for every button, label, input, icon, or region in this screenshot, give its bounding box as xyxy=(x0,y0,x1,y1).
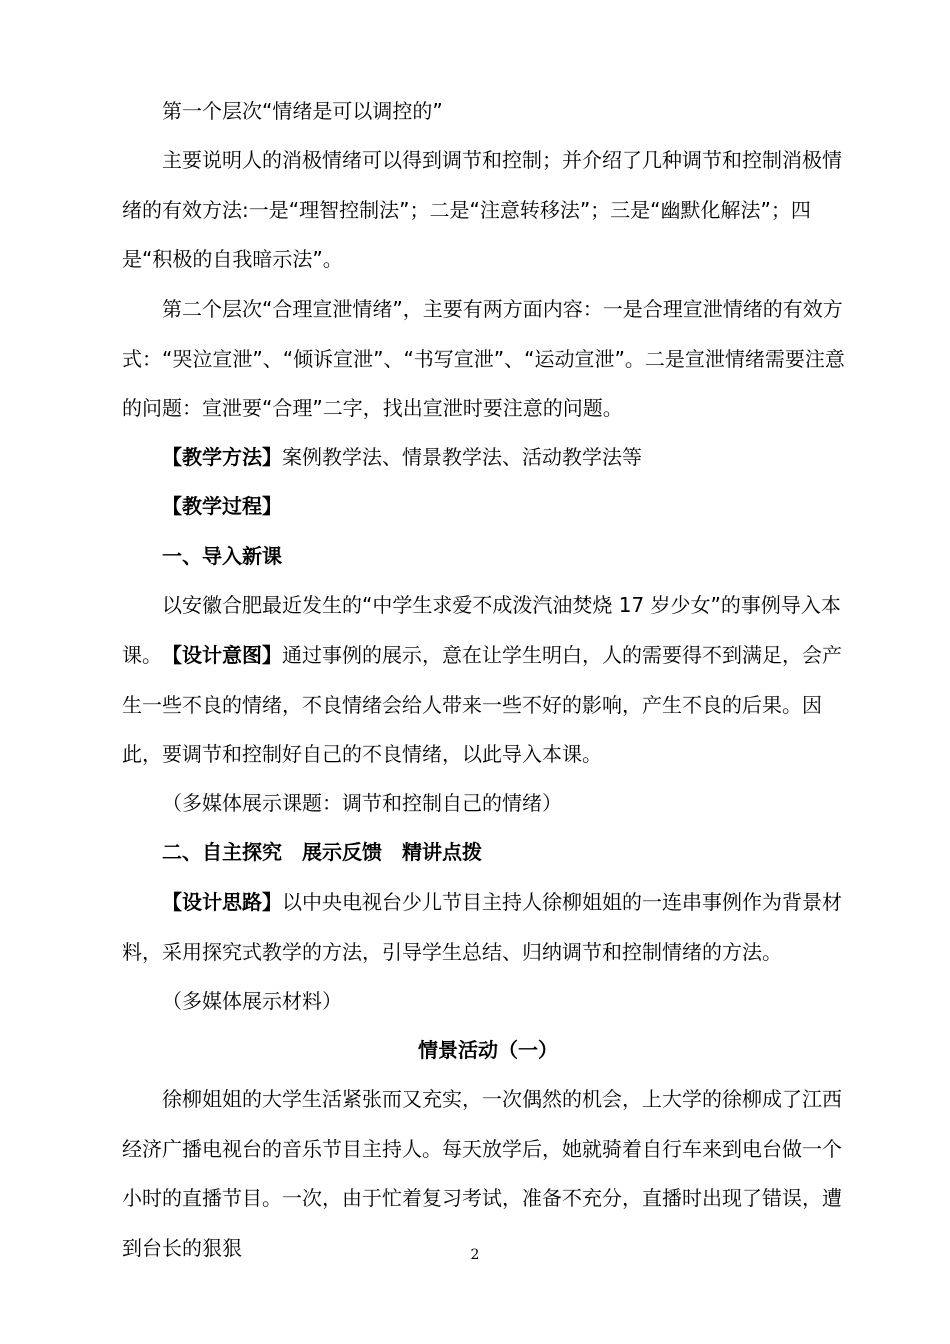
design-intent-label: 【设计意图】 xyxy=(162,643,282,667)
teaching-method-label: 【教学方法】 xyxy=(162,445,282,469)
paragraph-story: 徐柳姐姐的大学生活紧张而又充实，一次偶然的机会，上大学的徐柳成了江西经济广播电视台的音乐节目主持人。每天放学后，她就骑着自行车来到电台做一个小时的直播节目。一次，由于忙着复习考试，准备不充分，直播时出现了错误，遭到台长的狠狠 xyxy=(122,1087,842,1260)
paragraph-teaching-method xyxy=(122,433,854,483)
design-idea-text: 以中央电视台少儿节目主持人徐柳姐姐的一连串事例作为背景材料，采用探究式教学的方法，引导学生总结、归纳调节和控制情绪的方法。 xyxy=(122,890,842,964)
design-idea-label: 【设计思路】 xyxy=(162,890,282,914)
paragraph-level-one: 第一个层次“情绪是可以调控的” xyxy=(162,99,443,123)
section-one-heading: 一、导入新课 xyxy=(162,544,282,568)
activity-one-heading: 情景活动（一） xyxy=(418,1038,558,1062)
paragraph-design-idea xyxy=(122,878,854,977)
paragraph-multimedia-topic: （多媒体展示课题：调节和控制自己的情绪） xyxy=(162,791,562,815)
teaching-process-heading: 【教学过程】 xyxy=(162,494,282,518)
teaching-method-text: 案例教学法、情景教学法、活动教学法等 xyxy=(282,445,642,469)
design-intent-text: 通过事例的展示，意在让学生明白，人的需要得不到满足，会产生一些不良的情绪，不良情绪会给人带来一些不好的影响，产生不良的后果。因此，要调节和控制好自己的不良情绪，以此导入本课。 xyxy=(122,643,842,766)
page-number: 2 xyxy=(470,1247,480,1263)
section-two-heading: 二、自主探究 展示反馈 精讲点拨 xyxy=(162,840,482,864)
paragraph-methods-intro: 主要说明人的消极情绪可以得到调节和控制；并介绍了几种调节和控制消极情绪的有效方法:一是“理智控制法”；二是“注意转移法”；三是“幽默化解法”；四是“积极的自我暗示法”。 xyxy=(122,148,842,271)
paragraph-design-intent xyxy=(122,631,854,780)
paragraph-intro-case: 以安徽合肥最近发生的“中学生求爱不成泼汽油焚烧 17 岁少女”的事例导入本课。 xyxy=(122,593,841,667)
paragraph-multimedia-material: （多媒体展示材料） xyxy=(162,989,342,1013)
paragraph-level-two: 第二个层次“合理宣泄情绪”，主要有两方面内容：一是合理宣泄情绪的有效方式：“哭泣宣泄”、“倾诉宣泄”、“书写宣泄”、“运动宣泄”。二是宣泄情绪需要注意的问题：宣泄要“合理”二字，找出宣泄时要注意的问题。 xyxy=(122,297,845,420)
